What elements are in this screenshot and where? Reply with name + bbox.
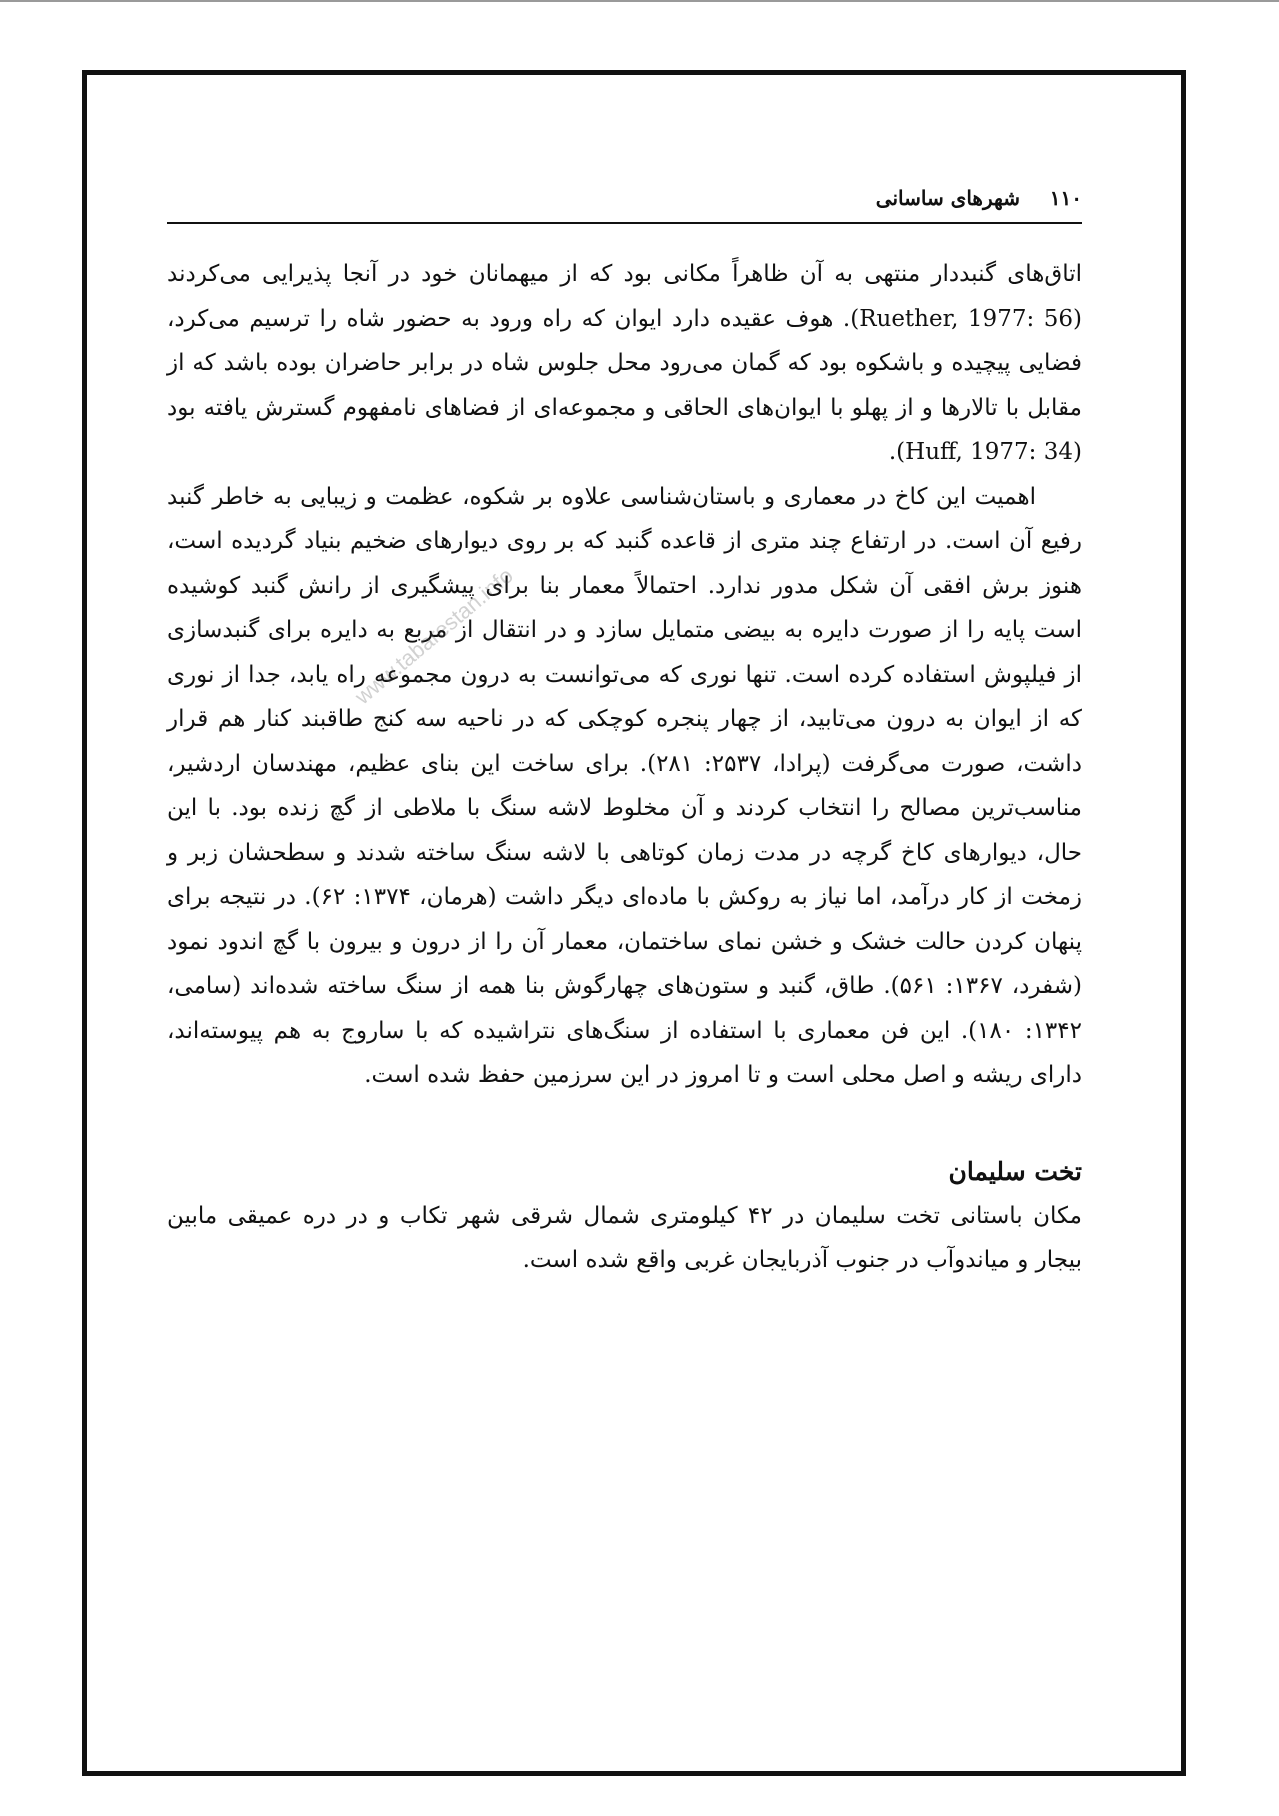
page-header: [167, 184, 1082, 220]
header-rule: [167, 222, 1082, 224]
watermark: www.tabarestan.info: [350, 562, 518, 710]
running-title: شهرهای ساسانی: [875, 186, 1020, 210]
paragraph-1: اتاق‌های گنبددار منتهی به آن ظاهراً مکانی بود که از میهمانان خود در آنجا پذیرایی می‌کردند (Ruether, 1977: 56). هوف عقیده دارد ایوان که راه ورود به حضور شاه را ترسیم می‌کرد، فضایی پیچیده و باشکوه بود که گمان می‌رود محل جلوس شاه در برابر حاضران بوده باشد که از مقابل با تالارها و از پهلو با ایوان‌های الحاقی و مجموعه‌ای از فضاهای نامفهوم گسترش یافته بود (Huff, 1977: 34).: [167, 261, 1083, 465]
page-number: ۱۱۰: [1049, 186, 1082, 210]
section-paragraph: مکان باستانی تخت سلیمان در ۴۲ کیلومتری شمال شرقی شهر تکاب و در دره عمیقی مابین بیجار و میاندوآب در جنوب آذربایجان غربی واقع شده است.: [167, 1202, 1082, 1273]
section-heading: تخت سلیمان: [948, 1156, 1082, 1186]
paragraph-2: اهمیت این کاخ در معماری و باستان‌شناسی علاوه بر شکوه، عظمت و زیبایی به خاطر گنبد رفیع آن است. در ارتفاع چند متری از قاعده گنبد که بر روی دیوارهای ضخیم بنیاد گردیده است، هنوز برش افقی آن شکل مدور ندارد. احتمالاً معمار بنا برای پیشگیری از رانش گنبد کوشیده است پایه را از صورت دایره به بیضی متمایل سازد و در انتقال از مربع به دایره برای گنبدسازی از فیلپوش استفاده کرده است. تنها نوری که می‌توانست به درون مجموعه راه یابد، جدا از نوری که از ایوان به درون می‌تابید، از چهار پنجره کوچکی که در ناحیه سه کنج طاقبند کنار هم قرار داشت، صورت می‌گرفت (پرادا، ۲۵۳۷: ۲۸۱). برای ساخت این بنای عظیم، مهندسان اردشیر، مناسب‌ترین مصالح را انتخاب کردند و آن مخلوط لاشه سنگ با ملاطی از گچ زنده بود. با این حال، دیوارهای کاخ گرچه در مدت زمان کوتاهی با لاشه سنگ ساخته شدند و سطحشان زبر و زمخت از کار درآمد، اما نیاز به روکش با ماده‌ای دیگر داشت (هرمان، ۱۳۷۴: ۶۲). در نتیجه برای پنهان کردن حالت خشک و خشن نمای ساختمان، معمار آن را از درون و بیرون با گچ اندود نمود (شفرد، ۱۳۶۷: ۵۶۱). طاق، گنبد و ستون‌های چهارگوش بنا همه از سنگ ساخته شده‌اند (سامی، ۱۳۴۲: ۱۸۰). این فن معماری با استفاده از سنگ‌های نتراشیده که با ساروج به هم پیوسته‌اند، دارای ریشه و اصل محلی است و تا امروز در این سرزمین حفظ شده است.: [167, 483, 1083, 1088]
top-edge-rule: [0, 0, 1279, 2]
body-text: [167, 252, 1082, 1283]
